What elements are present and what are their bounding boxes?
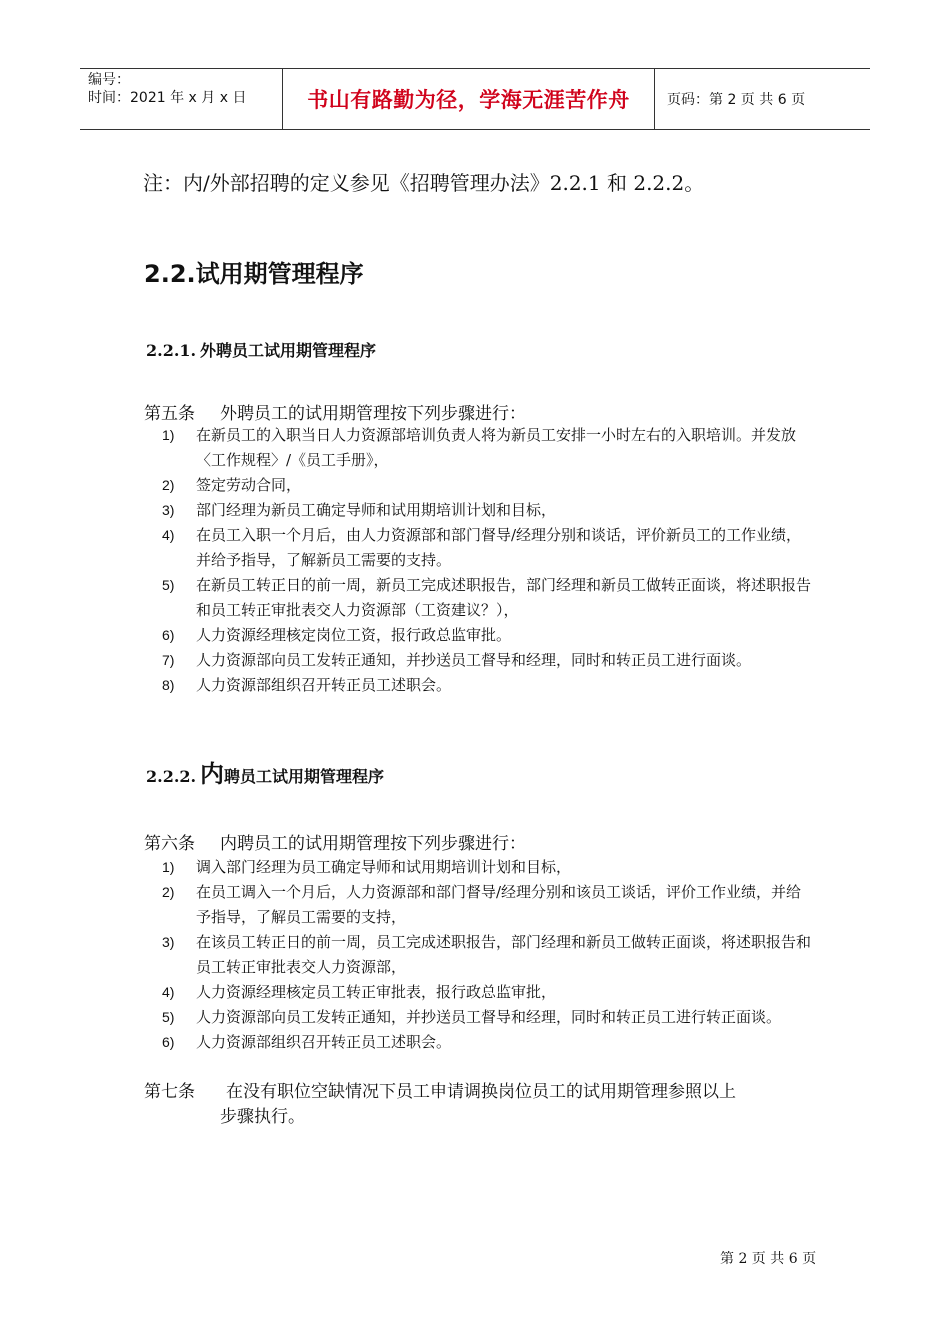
subsection-number: 2.2.2. xyxy=(146,767,197,786)
step-item xyxy=(144,1005,816,1030)
steps-list-internal xyxy=(144,855,816,1055)
article-7 xyxy=(144,1080,824,1130)
step-item xyxy=(144,880,816,930)
header-motto-cell xyxy=(282,69,655,129)
step-text: 在新员工的入职当日人力资源部培训负责人将为新员工安排一小时左右的入职培训。并发放〈工作规程〉/《员工手册》， xyxy=(196,426,797,469)
step-item xyxy=(144,623,816,648)
step-text: 签定劳动合同， xyxy=(196,476,302,494)
section-heading xyxy=(144,254,364,289)
section-title: 试用期管理程序 xyxy=(195,260,364,288)
subsection-heading-1 xyxy=(146,338,376,361)
header-page-cell xyxy=(655,69,870,129)
step-item xyxy=(144,855,816,880)
step-number: 1) xyxy=(162,427,175,443)
step-number: 2) xyxy=(162,884,175,900)
step-item xyxy=(144,523,816,573)
step-text: 人力资源部向员工发转正通知，并抄送员工督导和经理，同时和转正员工进行转正面谈。 xyxy=(196,1008,782,1026)
header-meta xyxy=(80,69,282,129)
step-text: 在新员工转正日的前一周，新员工完成述职报告，部门经理和新员工做转正面谈，将述职报告和员工转正审批表交人力资源部（工资建议？）， xyxy=(196,576,812,619)
step-number: 5) xyxy=(162,577,175,593)
step-item xyxy=(144,498,816,523)
serial-label: 编号： xyxy=(88,72,130,88)
article-text-line1: 在没有职位空缺情况下员工申请调换岗位员工的试用期管理参照以上 xyxy=(226,1082,736,1102)
step-item xyxy=(144,573,816,623)
definition-note: 注：内/外部招聘的定义参见《招聘管理办法》2.2.1 和 2.2.2。 xyxy=(143,171,705,195)
step-text: 人力资源经理核定员工转正审批表，报行政总监审批， xyxy=(196,983,557,1001)
article-text: 外聘员工的试用期管理按下列步骤进行： xyxy=(220,404,526,424)
step-text: 人力资源部向员工发转正通知，并抄送员工督导和经理，同时和转正员工进行面谈。 xyxy=(196,651,752,669)
step-item xyxy=(144,673,816,698)
step-text: 在员工入职一个月后，由人力资源部和部门督导/经理分别和谈话，评价新员工的工作业绩，并给予指导，了解新员工需要的支持。 xyxy=(196,526,802,569)
article-6 xyxy=(144,829,526,854)
article-5 xyxy=(144,399,526,424)
article-text-line2: 步骤执行。 xyxy=(220,1107,305,1127)
header-page-label: 页码：第 2 页 共 6 页 xyxy=(667,92,806,108)
step-number: 5) xyxy=(162,1009,175,1025)
page-header xyxy=(80,68,870,130)
subsection-heading-2 xyxy=(146,754,384,789)
step-text: 在该员工转正日的前一周，员工完成述职报告，部门经理和新员工做转正面谈，将述职报告和员工转正审批表交人力资源部， xyxy=(196,933,812,976)
article-label: 第六条 xyxy=(144,834,195,854)
step-text: 调入部门经理为员工确定导师和试用期培训计划和目标， xyxy=(196,858,572,876)
date-label: 时间：2021 年 x 月 x 日 xyxy=(88,90,247,106)
step-text: 人力资源经理核定岗位工资，报行政总监审批。 xyxy=(196,626,512,644)
step-item xyxy=(144,1030,816,1055)
subsection-number: 2.2.1. xyxy=(146,341,197,360)
step-number: 6) xyxy=(162,1034,175,1050)
step-number: 3) xyxy=(162,502,175,518)
step-item xyxy=(144,648,816,673)
step-number: 7) xyxy=(162,652,175,668)
subsection-title: 聘员工试用期管理程序 xyxy=(224,767,385,786)
subsection-title: 外聘员工试用期管理程序 xyxy=(200,341,377,360)
article-text: 内聘员工的试用期管理按下列步骤进行： xyxy=(220,834,526,854)
motto: 书山有路勤为径，学海无涯苦作舟 xyxy=(307,88,630,112)
step-item xyxy=(144,423,816,473)
subsection-title-first-char: 内 xyxy=(200,760,224,788)
step-number: 8) xyxy=(162,677,175,693)
step-number: 2) xyxy=(162,477,175,493)
step-text: 部门经理为新员工确定导师和试用期培训计划和目标， xyxy=(196,501,557,519)
step-number: 3) xyxy=(162,934,175,950)
step-text: 人力资源部组织召开转正员工述职会。 xyxy=(196,1033,452,1051)
article-label: 第五条 xyxy=(144,404,195,424)
step-number: 4) xyxy=(162,527,175,543)
step-number: 4) xyxy=(162,984,175,1000)
step-item xyxy=(144,930,816,980)
step-item xyxy=(144,473,816,498)
step-number: 1) xyxy=(162,859,175,875)
page-footer: 第 2 页 共 6 页 xyxy=(720,1251,817,1267)
steps-list-external xyxy=(144,423,816,698)
step-text: 在员工调入一个月后，人力资源部和部门督导/经理分别和该员工谈话，评价工作业绩，并给予指导，了解员工需要的支持， xyxy=(196,883,802,926)
article-label: 第七条 xyxy=(144,1082,195,1102)
step-number: 6) xyxy=(162,627,175,643)
step-item xyxy=(144,980,816,1005)
section-number: 2.2. xyxy=(144,260,196,288)
step-text: 人力资源部组织召开转正员工述职会。 xyxy=(196,676,452,694)
